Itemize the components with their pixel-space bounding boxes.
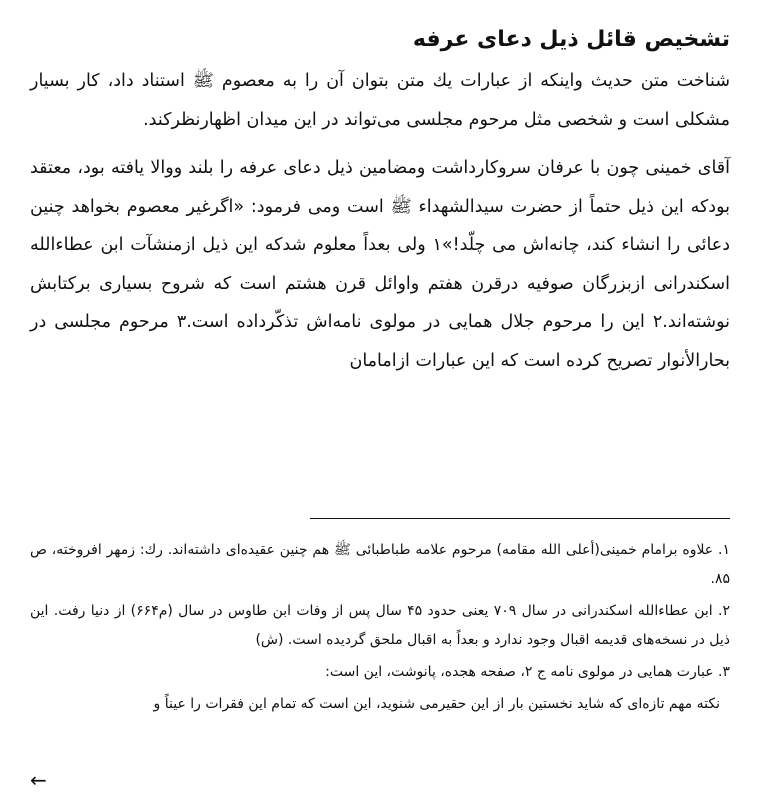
footnote-continuation: نکته مهم تازه‌ای که شاید نخستین بار از این حقیرمی شنوید، این است که تمام این فقرات را عیناً و <box>153 696 720 712</box>
document-page <box>30 22 730 792</box>
footnote: ۲. ابن عطاءالله اسکندرانی در سال ۷۰۹ یعنی حدود ۴۵ سال پس از وفات ابن طاوس در سال (م۶۶۴) از دنیا رفت. این ذیل در نسخه‌های قدیمه اقبال وجود ندارد و بعداً به اقبال ملحق گردیده است. (ش) <box>30 603 730 648</box>
footnote: ۱. علاوه برامام خمینی(أعلی الله مقامه) مرحوم علامه طباطبائی ﷺ هم چنین عقیده‌ای داشته‌اند. رك: زمهر افروخته، ص ۸۵. <box>30 542 730 587</box>
body-paragraph: شناخت متن حدیث واینکه از عبارات یك متن بتوان آن را به معصوم ﷺ استناد داد، کار بسیار مشکلی است و شخصی مثل مرحوم مجلسی می‌تواند در این میدان اظهارنظرکند. <box>30 71 730 130</box>
footnote: ۳. عبارت همایی در مولوی نامه ج ۲، صفحه هجده، پانوشت، این است: <box>325 664 730 680</box>
section-heading: تشخیص قائل ذیل دعای عرفه <box>412 27 730 52</box>
continue-arrow-icon: ← <box>30 768 47 792</box>
body-paragraph: آقای خمینی چون با عرفان سروکارداشت ومضامین ذیل دعای عرفه را بلند ووالا یافته بود، معتقد بودکه این ذیل حتماً از حضرت سیدالشهداء ﷺ است ومی فرمود: «اگرغیر معصوم بخواهد چنین دعائی را انشاء کند، چانه‌اش می چلّد!»۱ ولی بعداً معلوم شدکه این ذیل ازمنشآت ابن عطاءالله اسکندرانی ازبزرگان صوفیه درقرن هفتم واوائل قرن هشتم است که شروح بسیاری برکتابش نوشته‌اند.۲ این را مرحوم جلال همایی در مولوی نامه‌اش تذکّرداده است.۳ مرحوم مجلسی در بحارالأنوار تصریح کرده است که این عبارات ازامامان <box>30 158 731 371</box>
footnotes <box>30 536 730 722</box>
footnote-divider <box>310 518 730 519</box>
